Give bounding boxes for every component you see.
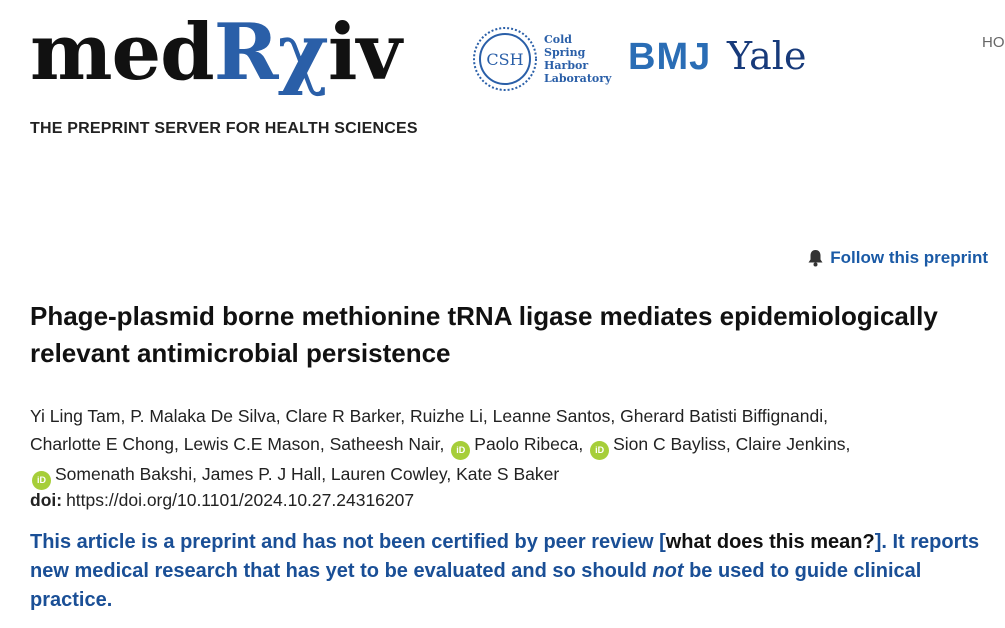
author-paolo-ribeca[interactable]: Paolo Ribeca, [474,434,584,454]
authors-group-2[interactable]: Charlotte E Chong, Lewis C.E Mason, Satheesh Nair, [30,434,445,454]
csh-badge-text: CSH [486,50,524,69]
authors-group-4[interactable]: Somenath Bakshi, James P. J Hall, Lauren Cowley, Kate S Baker [55,464,560,484]
notice-emphasis: not [652,560,684,582]
author-list [30,402,990,490]
article-title: Phage-plasmid borne methionine tRNA ligase mediates epidemiologically relevant antimicrobial persistence [30,301,938,368]
orcid-icon[interactable]: iD [451,441,470,460]
csh-name: Cold Spring Harbor Laboratory [544,33,612,85]
orcid-icon[interactable]: iD [590,441,609,460]
preprint-notice: This article is a preprint and has not been certified by peer review [what does this mean?]. It reports new medical research that has yet to be evaluated and so should not be used to guide clinical practice. [30,531,980,611]
follow-preprint-button[interactable] [807,248,988,268]
csh-seal-icon [472,26,538,92]
bell-icon [807,249,824,267]
doi-label: doi: [30,490,63,510]
logo-tagline: THE PREPRINT SERVER FOR HEALTH SCIENCES [30,120,418,137]
logo-rx: Rχ [213,7,328,98]
follow-label: Follow this preprint [830,248,988,267]
what-does-this-mean-link[interactable]: what does this mean? [665,531,875,553]
medrxiv-logo[interactable] [30,7,401,98]
authors-group-3[interactable]: Sion C Bayliss, Claire Jenkins, [613,434,851,454]
csh-logo[interactable] [472,26,611,92]
authors-group-1[interactable]: Yi Ling Tam, P. Malaka De Silva, Clare R Barker, Ruizhe Li, Leanne Santos, Gherard Batisti Biffignandi, [30,406,828,426]
orcid-icon[interactable]: iD [32,471,51,490]
home-link[interactable]: HO [982,34,1005,51]
bmj-logo[interactable]: BMJ [628,36,712,78]
doi-line [30,490,414,511]
logo-iv: iv [327,7,401,98]
yale-logo[interactable]: Yale [727,34,807,78]
doi-link[interactable]: https://doi.org/10.1101/2024.10.27.24316207 [66,490,415,510]
logo-med: med [30,7,214,98]
